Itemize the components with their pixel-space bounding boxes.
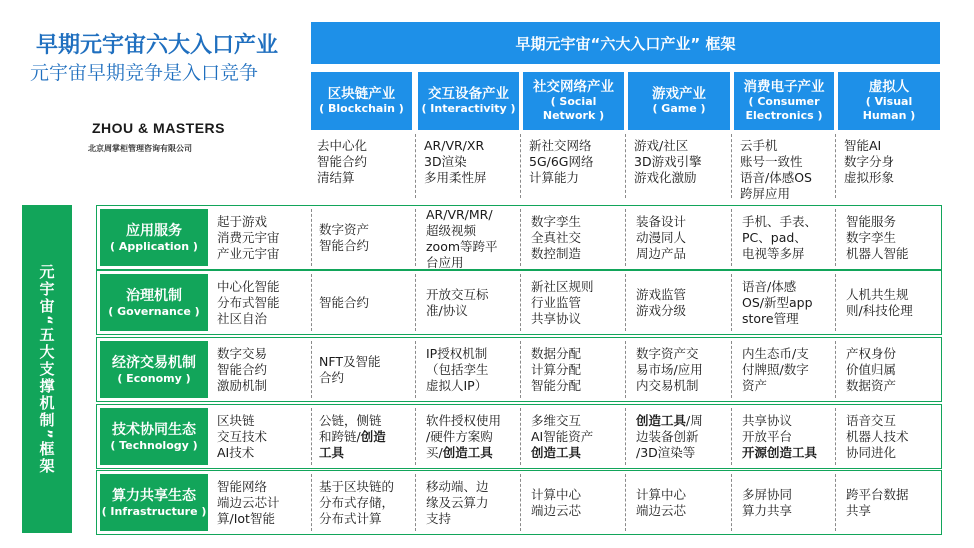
row-description: 智能网络 端边云芯计 算/Iot智能 [217, 478, 280, 526]
column-header [418, 72, 519, 130]
cell-divider [311, 341, 312, 398]
column-title: 区块链产业 [327, 86, 396, 102]
table-cell: 计算中心 端边云芯 [531, 486, 582, 518]
column-header [523, 72, 624, 130]
table-cell: NFT及智能 合约 [319, 353, 381, 385]
column-divider [625, 134, 626, 198]
row-title: 应用服务 [126, 222, 182, 239]
column-subtitle: ( Social Network ) [542, 95, 605, 122]
cell-divider [311, 474, 312, 531]
column-header [734, 72, 834, 130]
row-subtitle: ( Infrastructure ) [101, 504, 207, 518]
column-title: 消费电子产业 [743, 79, 825, 95]
highlight-text: 创造工具 [531, 444, 582, 460]
table-cell: 数字资产交 易市场/应用 内交易机制 [636, 345, 703, 393]
highlight-text: 创造工具 [636, 412, 687, 428]
row-description: 数字交易 智能合约 激励机制 [217, 345, 268, 393]
table-cell [742, 413, 838, 461]
row-subtitle: ( Application ) [110, 239, 198, 253]
cell-text: 公链，侧链 和跨链/ [319, 412, 382, 444]
column-features: 游戏/社区 3D游戏引擎 游戏化激励 [634, 138, 702, 185]
column-subtitle: ( Blockchain ) [319, 102, 404, 115]
table-cell: 新社区规则 行业监管 共享协议 [531, 278, 594, 326]
table-cell: 装备设计 动漫同人 周边产品 [636, 213, 687, 261]
row-description: 起于游戏 消费元宇宙 产业元宇宙 [217, 213, 280, 261]
table-cell: 数字资产 智能合约 [319, 221, 370, 253]
row-title: 治理机制 [126, 287, 182, 304]
table-cell: 游戏监管 游戏分级 [636, 286, 687, 318]
column-header [838, 72, 940, 130]
row-header [100, 209, 208, 266]
table-cell: 手机、手表、 PC、pad、 电视等多屏 [742, 213, 818, 261]
page-title: 早期元宇宙六大入口产业 [36, 33, 279, 58]
table-cell [636, 413, 734, 461]
column-subtitle: ( Visual Human ) [862, 95, 916, 122]
row-subtitle: ( Technology ) [110, 438, 198, 452]
cell-text: 语音交互 机器人技术 协同进化 [846, 412, 909, 460]
cell-text: 共享协议 开放平台 [742, 412, 793, 444]
column-features: 新社交网络 5G/6G网络 计算能力 [529, 138, 594, 185]
table-cell: 移动端、边 缘及云算力 支持 [426, 478, 489, 526]
column-title: 社交网络产业 [533, 79, 614, 95]
table-cell: 智能服务 数字孪生 机器人智能 [846, 213, 909, 261]
column-divider [835, 134, 836, 198]
highlight-text: 开源创造工具 [742, 444, 818, 460]
column-subtitle: ( Consumer Electronics ) [745, 95, 823, 122]
column-subtitle: ( Interactivity ) [421, 102, 516, 115]
table-cell: 多屏协同 算力共享 [742, 486, 793, 518]
table-cell: 数字孪生 全真社交 数控制造 [531, 213, 582, 261]
cell-text: 多维交互 AI智能资产 [531, 412, 594, 444]
table-cell [426, 413, 523, 461]
row-header [100, 274, 208, 331]
cell-text: 软件授权使用 /硬件方案购 买/ [426, 412, 502, 460]
table-cell: 数据分配 计算分配 智能分配 [531, 345, 582, 393]
column-features: 云手机 账号一致性 语音/体感OS 跨屏应用 [740, 138, 812, 201]
table-cell: 基于区块链的 分布式存储， 分布式计算 [319, 478, 395, 526]
column-title: 游戏产业 [652, 86, 706, 102]
row-subtitle: ( Economy ) [117, 371, 191, 385]
table-cell: 开放交互标 准/协议 [426, 286, 489, 318]
table-cell: 产权身份 价值归属 数据资产 [846, 345, 897, 393]
row-header [100, 474, 208, 531]
row-title: 算力共享生态 [112, 487, 196, 504]
highlight-text: 创造工具 [442, 444, 493, 460]
column-subtitle: ( Game ) [652, 102, 706, 115]
row-subtitle: ( Governance ) [108, 304, 200, 318]
column-divider [520, 134, 521, 198]
row-description: 中心化智能 分布式智能 社区自治 [217, 278, 280, 326]
table-cell: 语音/体感 OS/新型app store管理 [742, 278, 813, 326]
column-title: 交互设备产业 [428, 86, 509, 102]
table-cell [846, 413, 944, 461]
table-cell: 内生态币/支 付牌照/数字 资产 [742, 345, 809, 393]
column-features: 智能AI 数字分身 虚拟形象 [844, 138, 895, 185]
table-cell: 人机共生规 则/科技伦理 [846, 286, 913, 318]
row-description: 区块链 交互技术 AI技术 [217, 412, 268, 460]
table-cell: IP授权机制 （包括孪生 虚拟人IP） [426, 345, 489, 393]
column-title: 虚拟人 [868, 79, 910, 95]
table-cell [319, 413, 416, 461]
table-cell [531, 413, 628, 461]
cell-text: /周 边装备创新 /3D渲染等 [636, 412, 703, 460]
table-cell: 智能合约 [319, 294, 370, 310]
cell-divider [311, 209, 312, 266]
row-header [100, 341, 208, 398]
highlight-text: 创造 工具 [319, 428, 386, 460]
page-subtitle: 元宇宙早期竞争是入口竞争 [30, 62, 259, 84]
header-banner: 早期元宇宙“六大入口产业” 框架 [311, 22, 940, 64]
company-logo: ZHOU & MASTERS [92, 120, 225, 136]
column-header [311, 72, 412, 130]
cell-divider [311, 274, 312, 331]
company-name: 北京周掌柜管理咨询有限公司 [88, 144, 192, 153]
row-title: 技术协同生态 [112, 421, 196, 438]
row-title: 经济交易机制 [112, 354, 196, 371]
column-features: 去中心化 智能合约 清结算 [317, 138, 368, 185]
row-header [100, 408, 208, 465]
cell-divider [311, 408, 312, 465]
side-label: 元宇宙“五大支撑机制”框架 [22, 205, 72, 533]
table-cell: 计算中心 端边云芯 [636, 486, 687, 518]
column-divider [415, 134, 416, 198]
table-cell: 跨平台数据 共享 [846, 486, 909, 518]
column-features: AR/VR/XR 3D渲染 多用柔性屏 [424, 138, 487, 185]
table-cell: AR/VR/MR/ 超级视频 zoom等跨平 台应用 [426, 207, 498, 270]
column-header [628, 72, 730, 130]
column-divider [731, 134, 732, 198]
